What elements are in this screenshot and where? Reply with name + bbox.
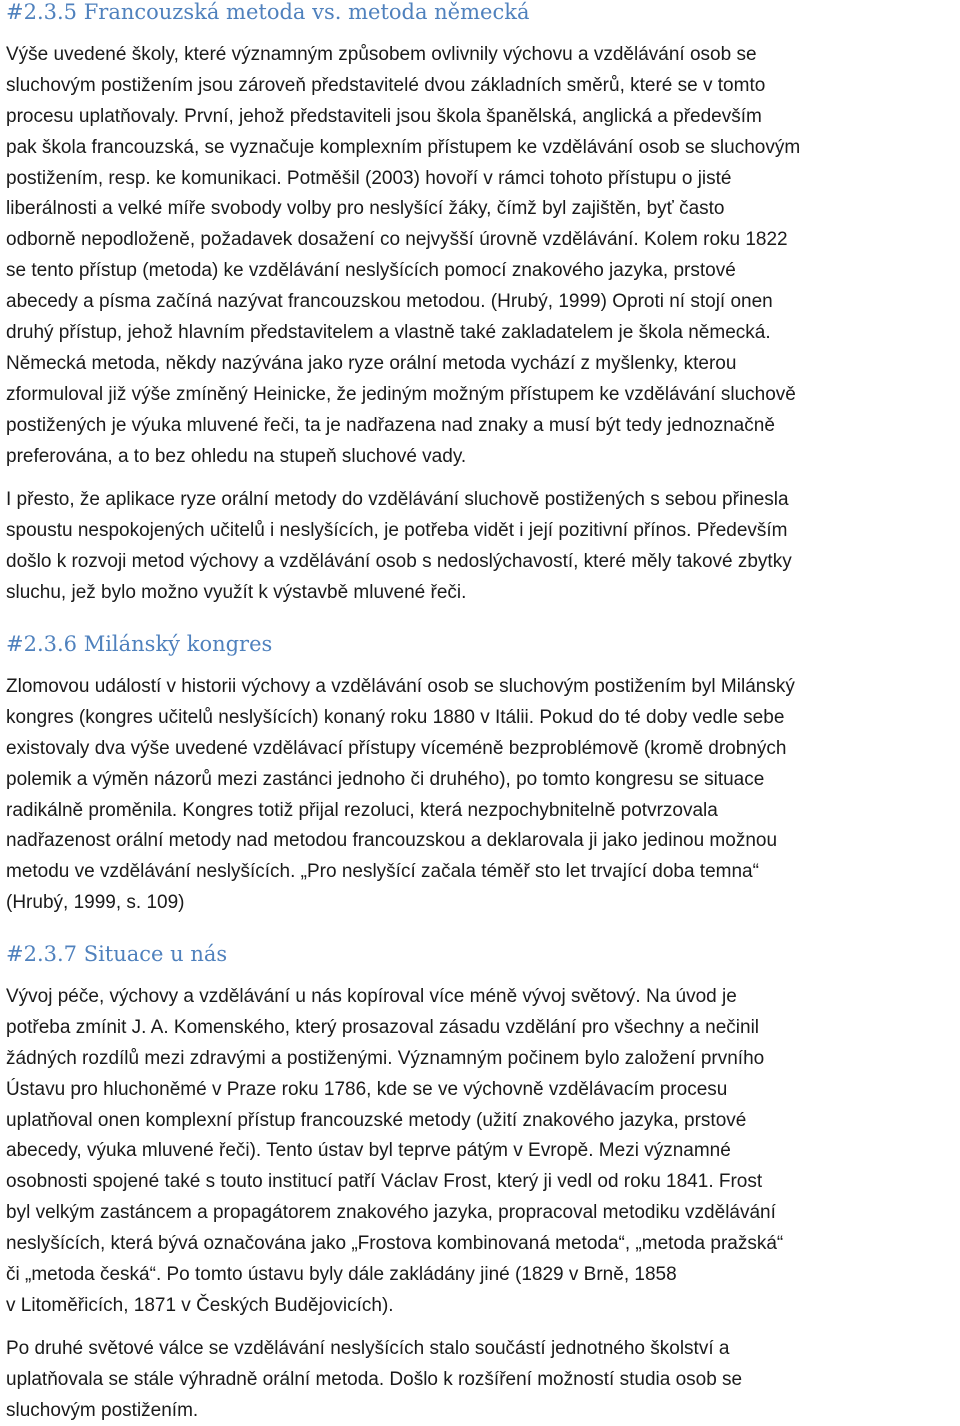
text-line: abecedy a písma začíná nazývat francouzskou metodou. (Hrubý, 1999) Oproti ní stojí onen (6, 291, 773, 313)
text-line: se tento přístup (metoda) ke vzdělávání neslyšících pomocí znakového jazyka, prstové (6, 260, 736, 282)
text-line: metodu ve vzdělávání neslyšících. „Pro neslyšící začala téměř sto let trvající doba temna“ (6, 861, 759, 883)
text-line: liberálnosti a velké míře svobody volby pro neslyšící žáky, čímž byl zajištěn, byť často (6, 198, 725, 220)
text-line: neslyšících, která bývá označována jako „Frostova kombinovaná metoda“, „metoda pražská“ (6, 1233, 784, 1255)
text-line: potřeba zmínit J. A. Komenského, který prosazoval zásadu vzdělání pro všechny a nečinil (6, 1016, 760, 1038)
text-line: preferována, a to bez ohledu na stupeň sluchové vady. (6, 445, 467, 467)
text-line: sluchovým postižením. (6, 1399, 199, 1421)
text-line: postižením, resp. ke komunikaci. Potměšil (2003) hovoří v rámci tohoto přístupu o jisté (6, 167, 732, 189)
text-line: abecedy, výuka mluvené řeči). Tento ústav byl teprve pátým v Evropě. Mezi významné (6, 1140, 731, 1162)
paragraph-237-2 (6, 1334, 742, 1426)
text-line: pak škola francouzská, se vyznačuje komplexním přístupem ke vzdělávání osob se sluchovým (6, 136, 801, 158)
text-line: kongres (kongres učitelů neslyšících) konaný roku 1880 v Itálii. Pokud do té doby vedle sebe (6, 706, 785, 728)
text-line: uplatňoval onen komplexní přístup francouzské metody (užití znakového jazyka, prstové (6, 1109, 747, 1131)
text-line: došlo k rozvoji metod výchovy a vzdělávání osob s nedoslýchavostí, které měly takové zbytky (6, 550, 792, 572)
text-line: uplatňovala se stále výhradně orální metoda. Došlo k rozšíření možností studia osob se (6, 1368, 743, 1390)
text-line: radikálně proměnila. Kongres totiž přijal rezoluci, která nezpochybnitelně potvrzovala (6, 799, 718, 821)
text-line: či „metoda česká“. Po tomto ústavu byly dále zakládány jiné (1829 v Brně, 1858 (6, 1264, 677, 1286)
paragraph-235-2 (6, 485, 792, 609)
text-line: Zlomovou událostí v historii výchovy a vzdělávání osob se sluchovým postižením byl Milánský (6, 676, 795, 697)
text-line: žádných rozdílů mezi zdravými a postiženými. Významným počinem bylo založení prvního (6, 1047, 765, 1069)
text-line: existovaly dva výše uvedené vzdělávací přístupy víceméně bezproblémově (kromě drobných (6, 737, 787, 759)
text-line: Výše uvedené školy, které významným způsobem ovlivnily výchovu a vzdělávání osob se (6, 44, 757, 65)
text-line: zformuloval již výše zmíněný Heinicke, že jediným možným přístupem ke vzdělávání sluchově (6, 383, 796, 405)
text-line: I přesto, že aplikace ryze orální metody do vzdělávání sluchově postižených s sebou přinesla (6, 489, 789, 510)
text-line: polemik a výměn názorů mezi zastánci jednoho či druhého), po tomto kongresu se situace (6, 768, 765, 790)
text-line: byl velkým zastáncem a propagátorem znakového jazyka, propracoval metodiku vzdělávání (6, 1202, 776, 1224)
paragraph-237-1 (6, 982, 783, 1322)
section-heading-236: #2.3.6 Milánský kongres (6, 632, 273, 656)
text-line: spoustu nespokojených učitelů i neslyšících, je potřeba vidět i její pozitivní přínos. Především (6, 519, 788, 541)
paragraph-235-1 (6, 40, 800, 472)
text-line: v Litoměřicích, 1871 v Českých Budějovicích). (6, 1294, 394, 1316)
paragraph-236-1 (6, 672, 795, 919)
text-line: sluchu, jež bylo možno využít k výstavbě mluvené řeči. (6, 581, 467, 603)
text-line: odborně nepodloženě, požadavek dosažení co nejvyšší úrovně vzdělávání. Kolem roku 1822 (6, 229, 788, 251)
text-line: nadřazenost orální metody nad metodou francouzskou a deklarovala ji jako jedinou možnou (6, 830, 778, 852)
section-heading-235: #2.3.5 Francouzská metoda vs. metoda německá (6, 0, 530, 24)
text-line: osobnosti spojené také s touto institucí patří Václav Frost, který ji vedl od roku 1841. Frost (6, 1171, 763, 1193)
text-line: procesu uplatňovaly. První, jehož představiteli jsou škola španělská, anglická a především (6, 105, 762, 127)
section-heading-237: #2.3.7 Situace u nás (6, 942, 228, 966)
text-line: Ústavu pro hluchoněmé v Praze roku 1786, kde se ve výchovně vzdělávacím procesu (6, 1078, 728, 1100)
text-line: Vývoj péče, výchovy a vzdělávání u nás kopíroval více méně vývoj světový. Na úvod je (6, 986, 737, 1007)
text-line: postižených je výuka mluvené řeči, ta je nadřazena nad znaky a musí být tedy jednoznačně (6, 414, 775, 436)
text-line: Po druhé světové válce se vzdělávání neslyšících stalo součástí jednotného školství a (6, 1338, 730, 1359)
text-line: (Hrubý, 1999, s. 109) (6, 892, 185, 914)
text-line: Německá metoda, někdy nazývána jako ryze orální metoda vychází z myšlenky, kterou (6, 352, 737, 374)
text-line: druhý přístup, jehož hlavním představitelem a vlastně také zakladatelem je škola německá. (6, 322, 771, 344)
text-line: sluchovým postižením jsou zároveň představitelé dvou základních směrů, které se v tomto (6, 74, 766, 96)
